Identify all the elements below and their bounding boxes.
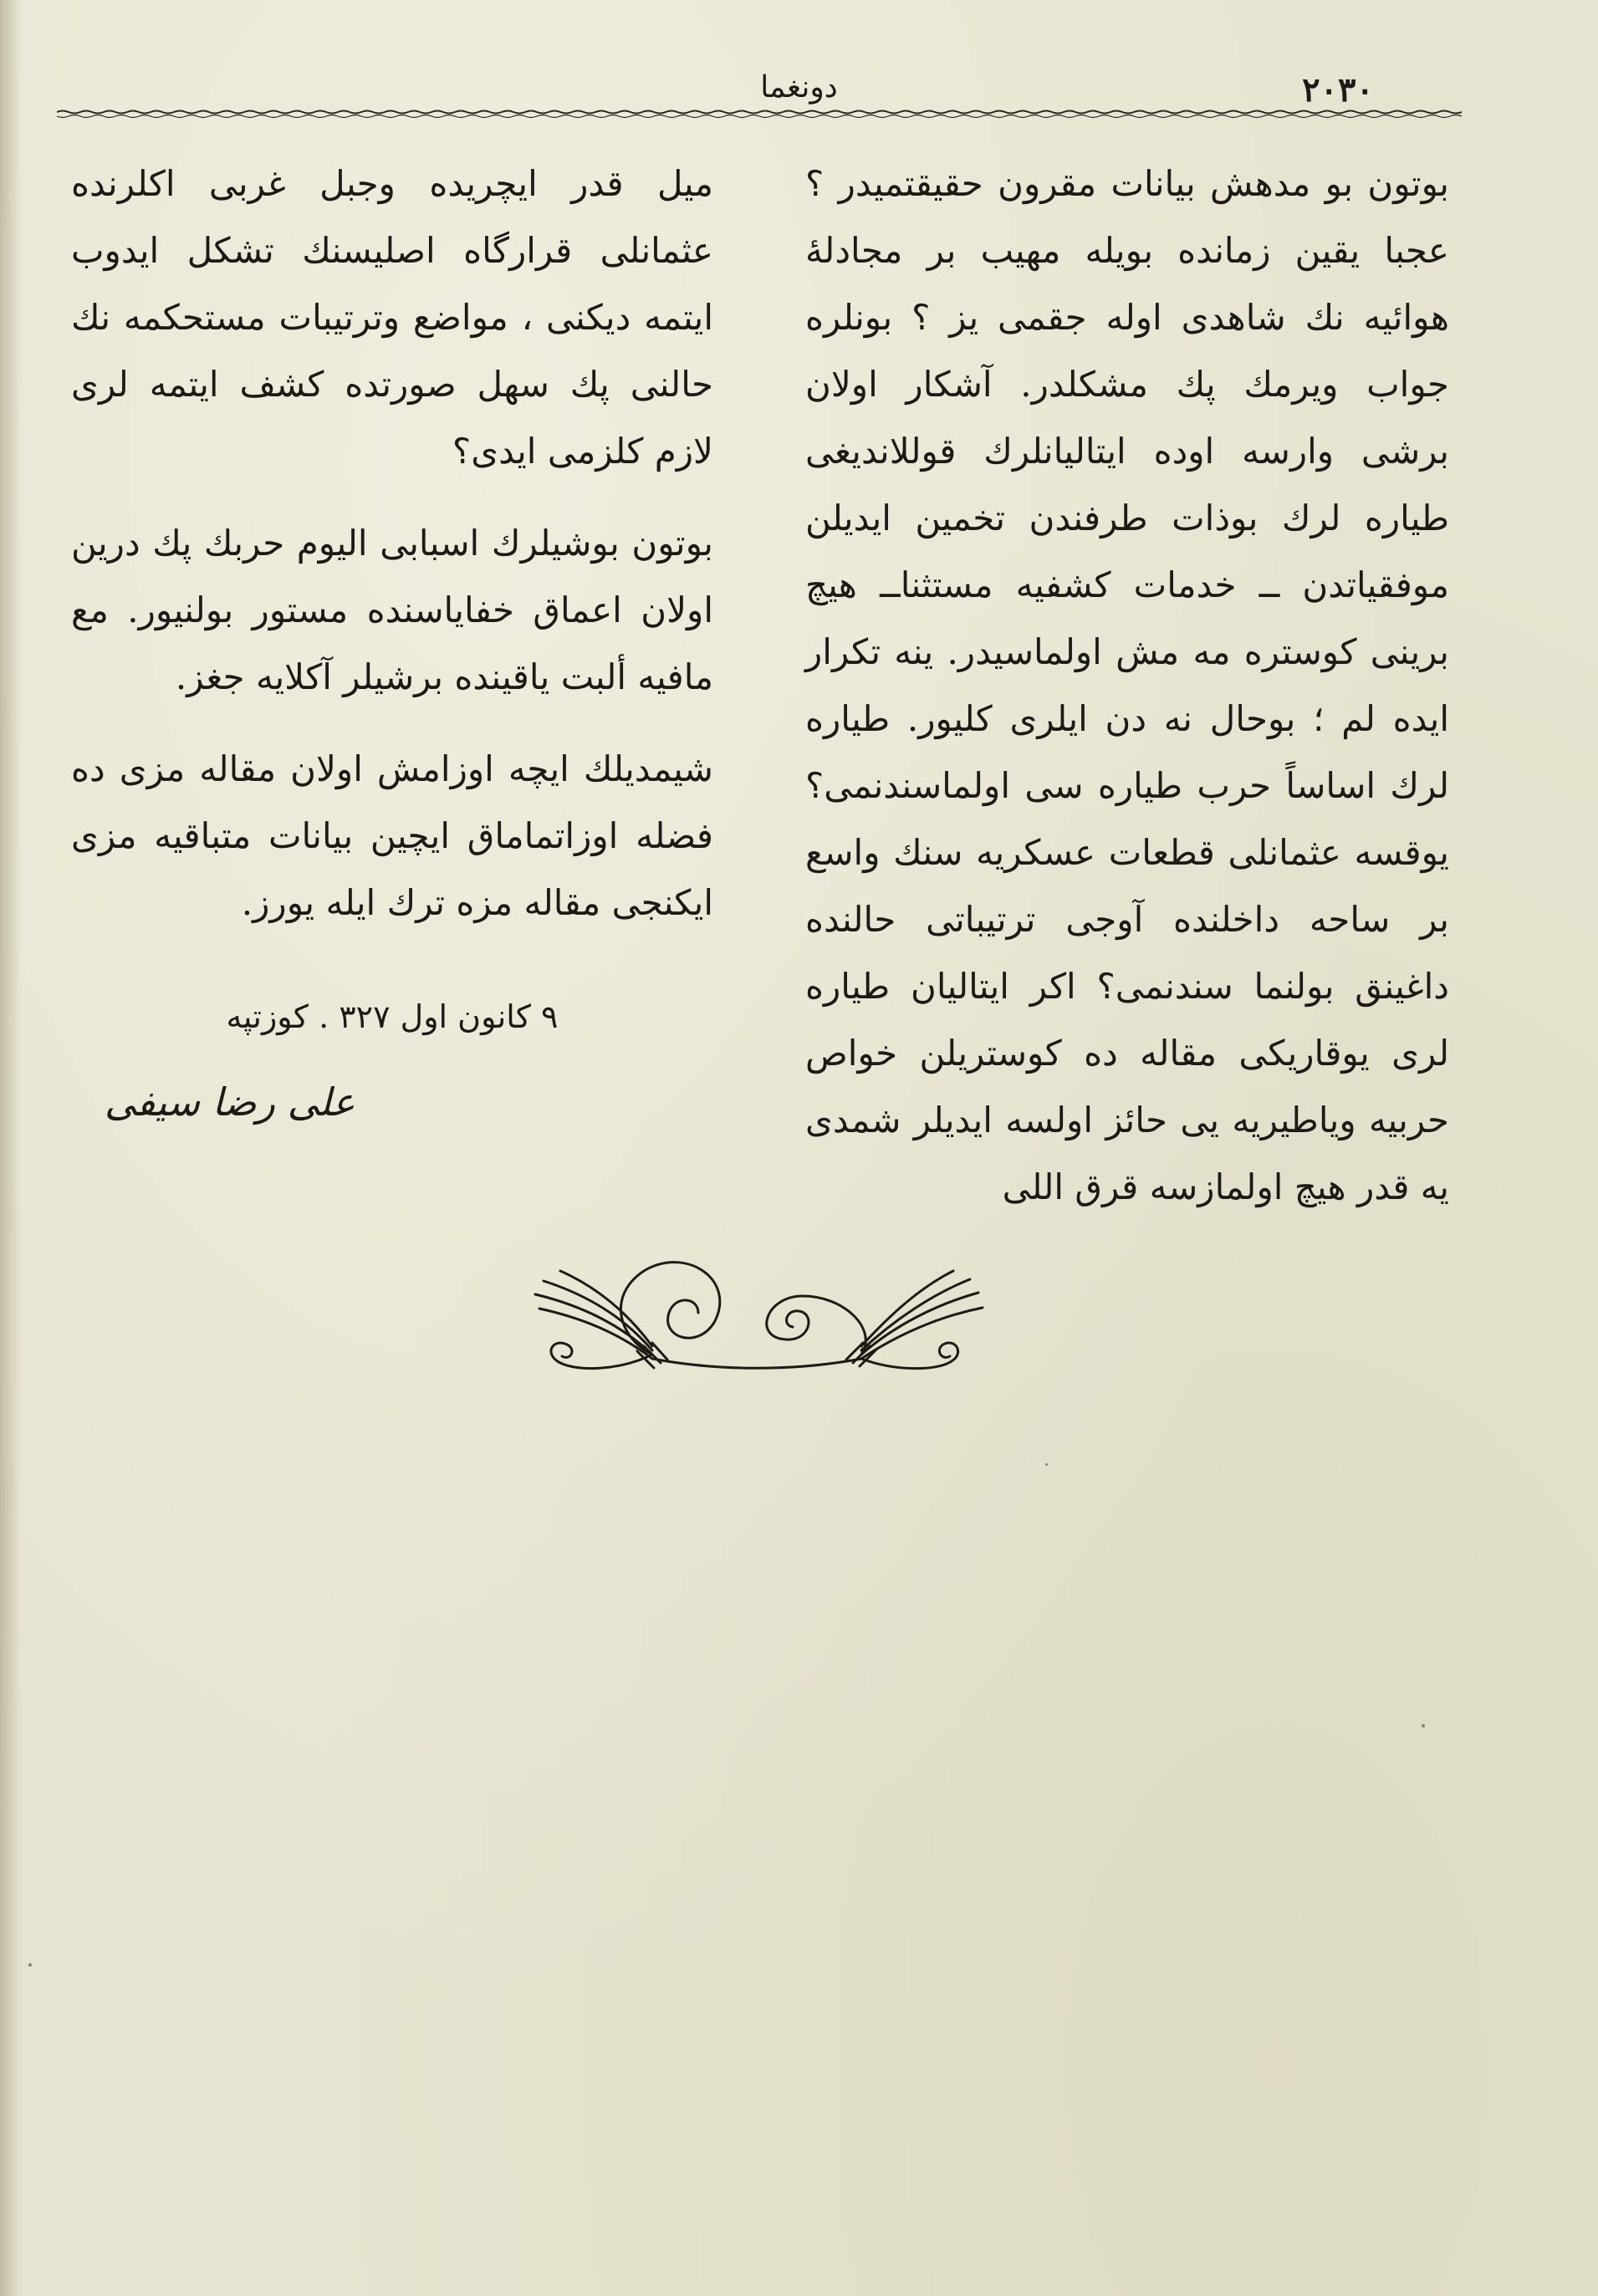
paper-speck <box>1045 1463 1048 1466</box>
right-paragraph-1: بوتون بو مدهش بيانات مقرون حقيقتميدر ؟ عجبا يقين زمانده بويله مهيب بر مجادلهٔ هوائيه نك شاهدى اوله جقمى يز ؟ بونلره جواب ويرمك پك مشكلدر. آشكار اولان برشى وارسه اوده ايتاليانلرك قوللانديغى طياره لرك بوذات طرفندن تخمين ايديلن موفقياتدن ــ خدمات كشفيه مستثناــ هيچ برينى كوستره مه مش اولماسيدر. ينه تكرار ايده لم ؛ بوحال نه دن ايلرى كليور. طياره لرك اساساً حرب طياره سى اولماسندنمى؟ يوقسه عثمانلى قطعات عسكريه سنك واسع بر ساحه داخلنده آوجى ترتيباتى حالنده داغينق بولنما سندنمى؟ اكر ايتاليان طياره لرى يوقاريكى مقاله ده كوستريلن خواص حربيه وياطيريه يى حائز اولسه ايديلر شمدى يه قدر هيچ اولمازسه قرق اللى <box>805 163 1449 1207</box>
right-column <box>805 151 1449 1221</box>
left-paragraph-1: ميل قدر ايچريده وجبل غربى اكلرنده عثمانلى قرارگاه اصليسنك تشكل ايدوب ايتمه ديكنى ، مواضع وترتيبات مستحكمه نك حالنى پك سهل صورتده كشف ايتمه لرى لازم كلزمى ايدى؟ <box>71 163 713 472</box>
floral-scroll-ornament-icon <box>527 1246 987 1405</box>
left-paragraph-2: بوتون بوشيلرك اسبابى اليوم حربك پك درين اولان اعماق خفاياسنده مستور بولنيور. مع مافيه ألبت ياقينده برشيلر آكلايه جغز. <box>71 523 713 697</box>
wavy-header-rule <box>57 107 1462 120</box>
binding-shadow <box>0 0 22 2296</box>
left-paragraph-3: شيمديلك ايچه اوزامش اولان مقاله مزى ده فضله اوزاتماماق ايچين بيانات متباقيه مزى ايكنجى مقاله مزه ترك ايله يورز. <box>71 748 713 923</box>
author-signature: على رضا سيفى <box>105 1079 355 1125</box>
page-number: ٢٠٣٠ <box>1302 70 1374 110</box>
running-title: دونغما <box>760 70 838 105</box>
paper-speck <box>28 1963 32 1967</box>
paper-speck <box>1422 1724 1425 1727</box>
left-column <box>71 151 713 1135</box>
dateline: ٩ كانون اول ٣٢٧ . كوزتپه <box>226 998 559 1035</box>
